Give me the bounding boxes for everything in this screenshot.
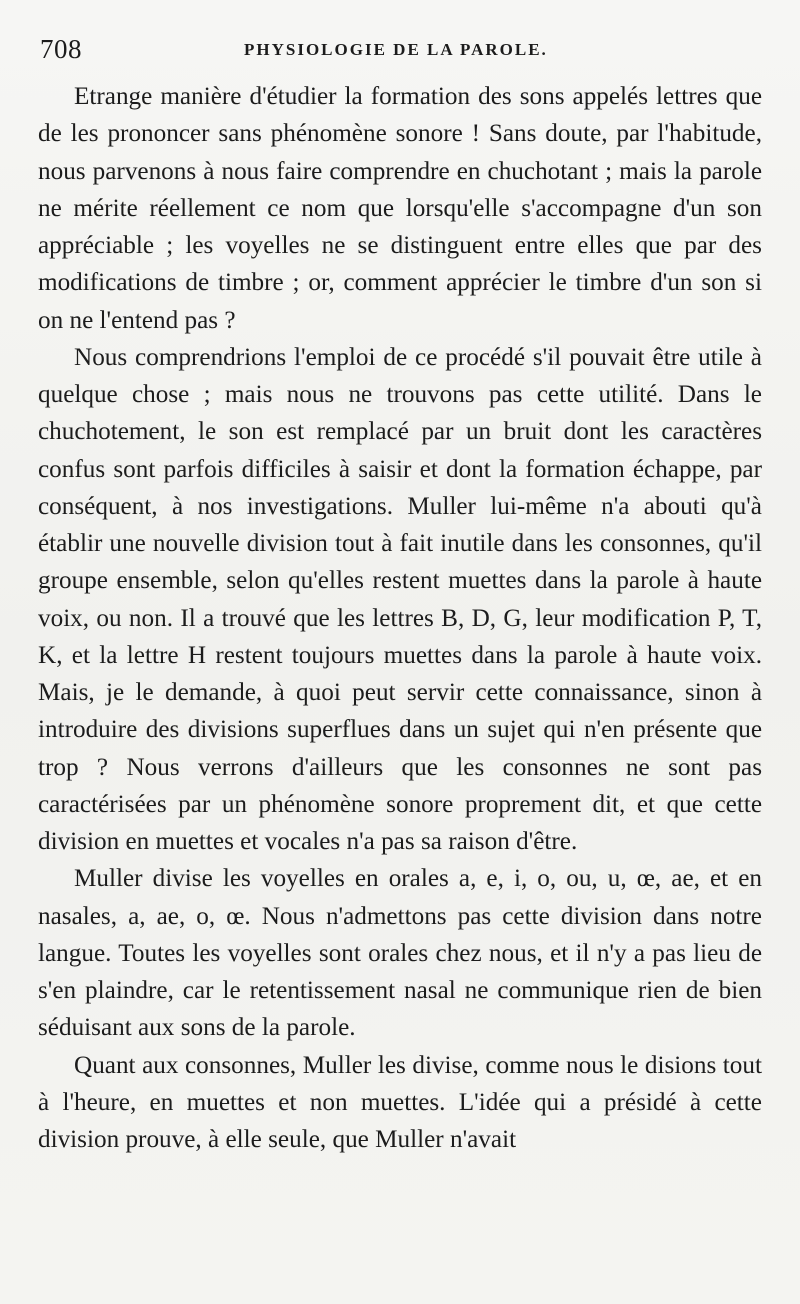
paragraph-2: Nous comprendrions l'emploi de ce procédé s'il pouvait être utile à quelque chose ; mais nous ne trouvons pas cette utilité. Dans le chuchotement, le son est remplacé par un bruit dont les caractères confus sont parfois difficiles à saisir et dont la formation échappe, par conséquent, à nos investigations. Muller lui-même n'a abouti qu'à établir une nouvelle division tout à fait inutile dans les consonnes, qu'il groupe ensemble, selon qu'elles restent muettes dans la parole à haute voix, ou non. Il a trouvé que les lettres B, D, G, leur modification P, T, K, et la lettre H restent toujours muettes dans la parole à haute voix. Mais, je le demande, à quoi peut servir cette connaissance, sinon à introduire des divisions superflues dans un sujet qui n'en présente que trop ? Nous verrons d'ailleurs que les consonnes ne sont pas caractérisées par un phénomène sonore proprement dit, et que cette division en muettes et vocales n'a pas sa raison d'être. xyxy=(38,343,762,855)
body-text xyxy=(38,78,762,1158)
page-header xyxy=(40,34,760,68)
paragraph-3: Muller divise les voyelles en orales a, e, i, o, ou, u, œ, ae, et en nasales, a, ae, o, œ. Nous n'admettons pas cette division dans notre langue. Toutes les voyelles sont orales chez nous, et il n'y a pas lieu de s'en plaindre, car le retentissement nasal ne communique rien de bien séduisant aux sons de la parole. xyxy=(38,865,762,1042)
page-number: 708 xyxy=(40,34,82,64)
paragraph-4: Quant aux consonnes, Muller les divise, comme nous le disions tout à l'heure, en muettes et non muettes. L'idée qui a présidé à cette division prouve, à elle seule, que Muller n'avait xyxy=(38,1051,762,1153)
running-title: PHYSIOLOGIE DE LA PAROLE. xyxy=(244,40,548,59)
paragraph-1: Etrange manière d'étudier la formation des sons appelés lettres que de les prononcer sans phénomène sonore ! Sans doute, par l'habitude, nous parvenons à nous faire comprendre en chuchotant ; mais la parole ne mérite réellement ce nom que lorsqu'elle s'accompagne d'un son appréciable ; les voyelles ne se distinguent entre elles que par des modifications de timbre ; or, comment apprécier le timbre d'un son si on ne l'entend pas ? xyxy=(38,83,762,334)
